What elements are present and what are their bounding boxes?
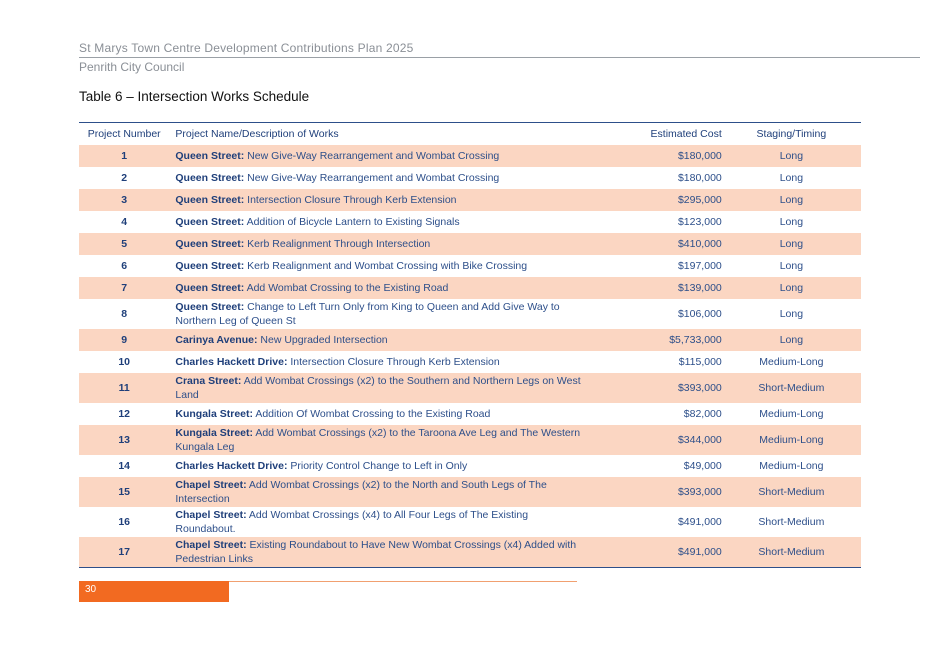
street-name: Kungala Street:: [175, 408, 253, 420]
street-name: Queen Street:: [175, 260, 245, 272]
works-description: Priority Control Change to Left in Only: [290, 460, 468, 472]
project-description: [169, 299, 589, 329]
project-number: 2: [121, 172, 128, 184]
table-row: [79, 425, 861, 455]
project-description: [169, 277, 589, 299]
table-row: [79, 211, 861, 233]
table-row: [79, 351, 861, 373]
street-name: Chapel Street:: [175, 538, 247, 551]
project-number: 10: [118, 356, 131, 368]
table-row: [79, 537, 861, 567]
table-row: [79, 477, 861, 507]
project-number: 6: [121, 260, 128, 272]
estimated-cost: $180,000: [677, 172, 722, 184]
street-name: Queen Street:: [175, 172, 245, 184]
table-row: [79, 233, 861, 255]
estimated-cost: $491,000: [677, 516, 722, 528]
estimated-cost: $115,000: [678, 356, 722, 368]
table-row: [79, 373, 861, 403]
table-row: [79, 277, 861, 299]
project-number: 11: [118, 382, 130, 394]
table-row: [79, 299, 861, 329]
works-description: New Give-Way Rearrangement and Wombat Crossing: [247, 172, 500, 184]
table-row: [79, 189, 861, 211]
works-description: Addition Of Wombat Crossing to the Existing Road: [255, 408, 491, 420]
project-number: 7: [121, 282, 128, 294]
project-number: 5: [121, 238, 128, 250]
project-description: [169, 477, 589, 507]
staging-timing: Long: [779, 238, 804, 250]
estimated-cost: $180,000: [677, 150, 722, 162]
estimated-cost: $49,000: [683, 460, 722, 472]
works-description: Existing Roundabout to Have New Wombat Crossings (x4) Added with Pedestrian Links: [175, 538, 577, 565]
works-description: New Upgraded Intersection: [260, 334, 388, 346]
street-name: Queen Street:: [175, 150, 245, 162]
column-header-project-number: Project Number: [87, 128, 161, 140]
street-name: Queen Street:: [175, 238, 245, 250]
project-number: 3: [121, 194, 128, 206]
works-description: Kerb Realignment Through Intersection: [247, 238, 431, 250]
column-header-staging-timing: Staging/Timing: [756, 128, 827, 140]
project-description: [169, 211, 589, 233]
project-number: 13: [118, 434, 131, 446]
table-row: [79, 255, 861, 277]
staging-timing: Short-Medium: [758, 382, 825, 394]
street-name: Crana Street:: [175, 375, 242, 387]
street-name: Kungala Street:: [175, 427, 253, 439]
project-number: 1: [121, 150, 128, 162]
project-number: 4: [121, 216, 128, 228]
project-number: 14: [118, 460, 131, 472]
works-description: Add Wombat Crossings (x2) to the North and South Legs of The Intersection: [175, 479, 547, 505]
project-description: [169, 425, 589, 455]
project-number: 12: [118, 408, 131, 420]
staging-timing: Long: [779, 172, 804, 184]
project-number: 16: [118, 516, 131, 528]
project-description: [169, 189, 589, 211]
works-description: Add Wombat Crossings (x2) to the Southern and Northern Legs on West Land: [175, 375, 581, 401]
project-description: [169, 455, 589, 477]
staging-timing: Long: [779, 150, 804, 162]
project-description: [169, 329, 589, 351]
staging-timing: Medium-Long: [759, 356, 824, 368]
estimated-cost: $123,000: [677, 216, 722, 228]
column-header-estimated-cost: Estimated Cost: [650, 128, 722, 140]
staging-timing: Long: [779, 282, 804, 294]
project-number: 9: [121, 334, 128, 346]
staging-timing: Short-Medium: [758, 516, 825, 528]
document-title: St Marys Town Centre Development Contributions Plan 2025: [79, 41, 414, 55]
staging-timing: Long: [779, 194, 804, 206]
table-row: [79, 403, 861, 425]
project-description: [169, 145, 589, 167]
works-description: Add Wombat Crossings (x4) to All Four Legs of The Existing Roundabout.: [175, 509, 529, 535]
works-description: Change to Left Turn Only from King to Queen and Add Give Way to Northern Leg of Queen St: [175, 301, 560, 327]
street-name: Queen Street:: [175, 216, 245, 228]
table-row: [79, 145, 861, 167]
street-name: Chapel Street:: [175, 479, 247, 491]
works-description: Kerb Realignment and Wombat Crossing with Bike Crossing: [247, 260, 528, 272]
street-name: Queen Street:: [175, 301, 245, 313]
works-description: Intersection Closure Through Kerb Extension: [290, 356, 500, 368]
table-row: [79, 507, 861, 537]
estimated-cost: $106,000: [677, 308, 722, 320]
staging-timing: Long: [779, 308, 804, 320]
estimated-cost: $82,000: [683, 408, 722, 420]
estimated-cost: $410,000: [677, 238, 722, 250]
project-number: 17: [118, 545, 131, 558]
page-number: 30: [79, 581, 229, 602]
project-description: [169, 233, 589, 255]
table-header-row: [79, 123, 861, 146]
staging-timing: Long: [779, 334, 804, 346]
staging-timing: Medium-Long: [759, 460, 824, 472]
project-number: 8: [121, 308, 128, 320]
staging-timing: Short-Medium: [758, 486, 825, 498]
staging-timing: Medium-Long: [759, 434, 824, 446]
works-description: New Give-Way Rearrangement and Wombat Crossing: [247, 150, 500, 162]
works-description: Add Wombat Crossing to the Existing Road: [246, 282, 449, 294]
project-description: [169, 507, 589, 537]
estimated-cost: $139,000: [677, 282, 722, 294]
works-description: Intersection Closure Through Kerb Extension: [247, 194, 457, 206]
estimated-cost: $344,000: [677, 434, 722, 446]
project-number: 15: [118, 486, 131, 498]
street-name: Carinya Avenue:: [175, 334, 258, 346]
staging-timing: Short-Medium: [758, 545, 825, 558]
project-description: [169, 373, 589, 403]
street-name: Queen Street:: [175, 194, 245, 206]
project-description: [169, 403, 589, 425]
table-row: [79, 455, 861, 477]
estimated-cost: $491,000: [677, 545, 722, 558]
estimated-cost: $393,000: [677, 486, 722, 498]
table-row: [79, 329, 861, 351]
estimated-cost: $197,000: [677, 260, 722, 272]
street-name: Charles Hackett Drive:: [175, 460, 288, 472]
street-name: Queen Street:: [175, 282, 245, 294]
works-description: Add Wombat Crossings (x2) to the Taroona Ave Leg and The Western Kungala Leg: [175, 427, 581, 453]
table-title: Table 6 – Intersection Works Schedule: [79, 89, 310, 104]
project-description: [169, 167, 589, 189]
street-name: Charles Hackett Drive:: [175, 356, 288, 368]
estimated-cost: $393,000: [677, 382, 722, 394]
project-description: [169, 351, 589, 373]
staging-timing: Long: [779, 260, 804, 272]
project-description: [169, 537, 589, 567]
column-header-description: Project Name/Description of Works: [175, 128, 339, 140]
footer-divider: [229, 581, 577, 582]
staging-timing: Medium-Long: [759, 408, 824, 420]
header-divider: [79, 57, 920, 58]
table-row: [79, 167, 861, 189]
organisation-name: Penrith City Council: [79, 60, 185, 74]
staging-timing: Long: [779, 216, 804, 228]
street-name: Chapel Street:: [175, 509, 247, 521]
project-description: [169, 255, 589, 277]
estimated-cost: $5,733,000: [669, 334, 722, 346]
intersection-works-table: [79, 122, 861, 568]
estimated-cost: $295,000: [677, 194, 722, 206]
works-description: Addition of Bicycle Lantern to Existing Signals: [246, 216, 460, 228]
